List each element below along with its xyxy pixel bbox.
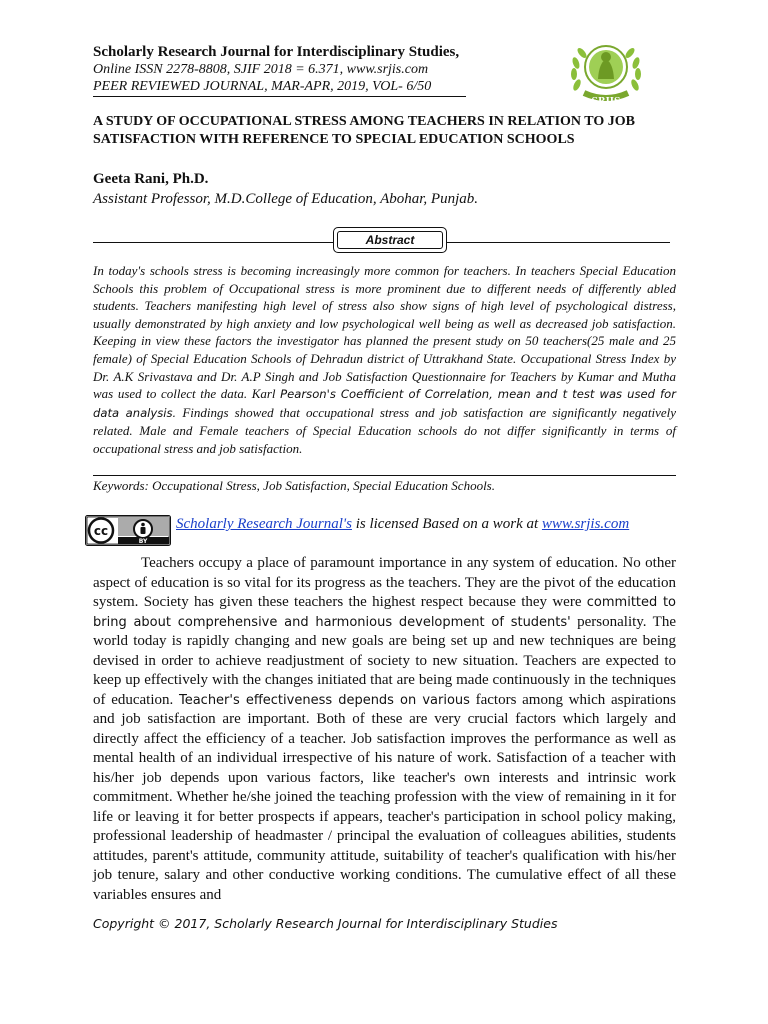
header-underline (93, 96, 466, 97)
srjis-website-link[interactable]: www.srjis.com (541, 516, 630, 532)
abstract-heading-box (333, 227, 447, 253)
abstract-bottom-rule (93, 475, 676, 476)
author-name: Geeta Rani, Ph.D. (93, 171, 209, 187)
logo-text: SRJIS (591, 97, 621, 107)
license-middle-text: is licensed Based on a work at (351, 516, 542, 532)
copyright-footer: Copyright © 2017, Scholarly Research Journal for Interdisciplinary Studies (93, 916, 558, 931)
srjis-logo (562, 33, 650, 107)
body-text-1: Teachers occupy a place of paramount importance in any system of education. No other aspect of education is so vital for its progress as the teachers. They are the pivot of the education system. Society has given these teachers the highest respect because they were (93, 555, 676, 610)
peer-review-line: PEER REVIEWED JOURNAL, MAR-APR, 2019, VOL- 6/50 (93, 79, 432, 94)
license-statement (176, 516, 629, 533)
body-text-5: factors among which aspirations and job satisfaction are important. Both of these are very crucial factors which largely and directly affect the efficiency of a teacher. Job satisfaction improves the performance as well as mental health of an individual irrespective of his nature of work. Satisfaction of a teacher with his/her job depends upon various factors, like teacher's own interests and intrinsic work commitment. Whether he/she joined the teaching profession with the view of remaining in it for life or leaving it for better prospects if appears, teacher's participation in school policy making, professional leadership of headmaster / principal the evaluation of colleagues abilities, students attitudes, parent's attitude, community attitude, suitability of teacher's qualification with his/her job tenure, salary and other conductive working conditions. The cumulative effect of all these variables ensures and (93, 691, 676, 903)
issn-line: Online ISSN 2278-8808, SJIF 2018 = 6.371, www.srjis.com (93, 62, 429, 77)
abstract-rule-left (93, 242, 333, 243)
cc-by-label: BY (138, 538, 148, 545)
paper-title: A STUDY OF OCCUPATIONAL STRESS AMONG TEACHERS IN RELATION TO JOB SATISFACTION WITH REFERENCE TO SPECIAL EDUCATION SCHOOLS (93, 114, 635, 147)
keywords: Keywords: Occupational Stress, Job Satisfaction, Special Education Schools. (93, 478, 495, 493)
body-text-4: Teacher's effectiveness depends on various (178, 692, 470, 708)
creative-commons-badge[interactable] (85, 515, 171, 546)
body-paragraph (93, 554, 676, 905)
abstract-text-1: In today's schools stress is becoming increasingly more common for teachers. In teachers Special Education Schools this problem of Occupational stress is more prominent due to different needs of differently abled students. Teachers manifesting high level of stress also show signs of high level of psychological distress, usually demonstrated by high anxiety and low psychological well being as well as decreased job satisfaction. Keeping in view these factors the investigator has planned the present study on 50 teachers(25 male and 25 female) of Special Education Schools of Dehradun district of Uttrakhand State. Occupational Stress Index by Dr. A.K Srivastava and Dr. A.P Singh and Job Satisfaction Questionnaire for Teachers by Kumar and Mutha was used to collect the data. Karl (93, 263, 676, 402)
author-affiliation: Assistant Professor, M.D.College of Education, Abohar, Punjab. (93, 191, 478, 207)
abstract-heading: Abstract (337, 231, 443, 249)
abstract-rule-right (447, 242, 670, 243)
body-text-3: personality. The world today is rapidly changing and new goals are being set up and new techniques are being devised in order to achieve readjustment of society to new situation. Teachers are expected to keep up effectively with the changes initiated that are being made continuously in the techniques of education. (93, 613, 676, 708)
abstract-text-3: Findings showed that occupational stress and job satisfaction are significantly negatively related. Male and Female teachers of Special Education schools do not differ significantly in terms of occupational stress and job satisfaction. (93, 404, 676, 456)
abstract-body (93, 262, 676, 458)
journal-name: Scholarly Research Journal for Interdisciplinary Studies, (93, 44, 460, 60)
svg-text:cc: cc (93, 524, 109, 538)
journal-link[interactable]: Scholarly Research Journal's (176, 516, 352, 532)
body-text-2: committed to bring about comprehensive and harmonious development of students' (93, 595, 676, 630)
abstract-text-2: Pearson's Coefficient of Correlation, mean and t test was used for data analysis. (93, 387, 677, 420)
